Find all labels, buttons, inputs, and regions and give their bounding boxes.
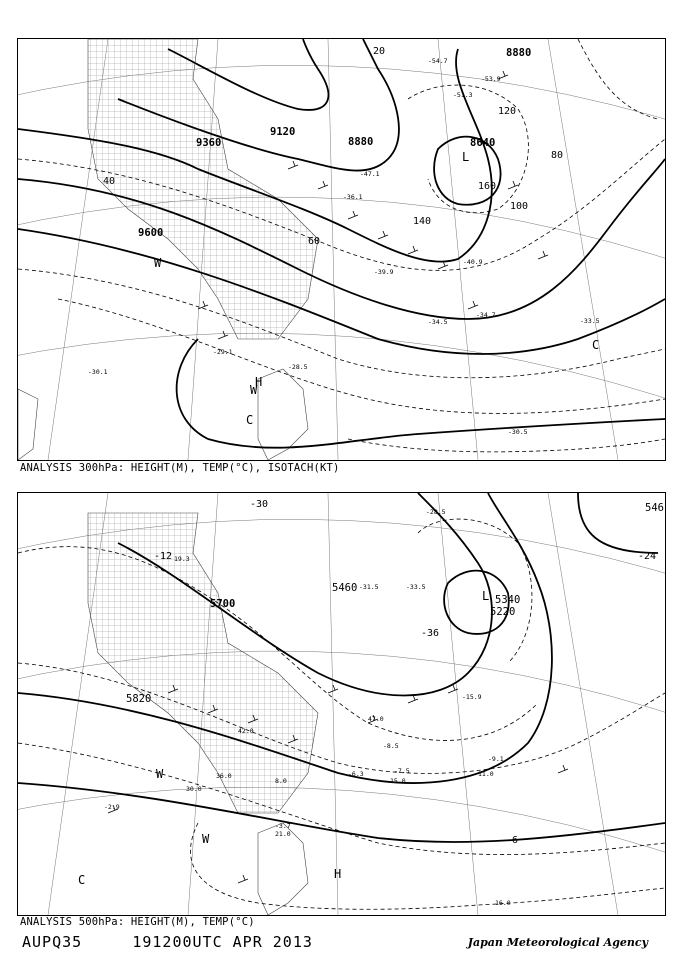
height-label: 8880 [348, 136, 374, 148]
height-label: 5820 [126, 693, 152, 705]
station-value: 16.0 [495, 899, 511, 907]
map-300hpa-canvas [18, 39, 665, 460]
landmass [88, 513, 318, 915]
low-center-label: L [462, 150, 470, 164]
warm-center-label: W [156, 767, 164, 781]
isotach-label: 160 [478, 181, 497, 192]
height-label: 5700 [210, 598, 236, 610]
height-label: 5340 [495, 594, 521, 606]
station-temp: -15.9 [462, 693, 482, 701]
station-temp: -33.5 [406, 583, 426, 591]
temp-label: -40.9 [463, 258, 483, 266]
high-center-label: H [255, 375, 263, 389]
isotach-label: 100 [510, 201, 529, 212]
map-panel-500hpa [17, 492, 666, 916]
station-temp: -3.7 [275, 822, 291, 830]
temp-label: -54.7 [428, 57, 448, 65]
isotherm-label: -12 [154, 551, 173, 562]
height-label: 8640 [470, 137, 496, 149]
isotach-label: 80 [551, 150, 564, 161]
warm-center-label: W [202, 832, 210, 846]
station-value: 15.0 [390, 777, 406, 785]
temp-label: -39.9 [374, 268, 394, 276]
isotach-label: 60 [308, 236, 321, 247]
station-temp: -28.5 [426, 508, 446, 516]
temp-label: -28.5 [288, 363, 308, 371]
station-value: 42.0 [238, 727, 254, 735]
station-temp: -6.3 [348, 770, 364, 778]
height-labels [210, 598, 235, 610]
temp-label: -47.1 [360, 170, 380, 178]
landmass [18, 39, 321, 460]
isotach-label: 120 [498, 106, 517, 117]
temp-label: -29.1 [213, 348, 233, 356]
temp-label: -34.5 [428, 318, 448, 326]
station-value: 11.0 [478, 770, 494, 778]
height-label: 9360 [196, 137, 222, 149]
valid-time: 191200UTC APR 2013 [132, 933, 313, 951]
station-temp: -7.5 [394, 767, 410, 775]
cold-center-label: C [592, 338, 600, 352]
temp-label: -34.7 [476, 311, 496, 319]
agency-name: Japan Meteorological Agency [467, 936, 648, 949]
warm-center-label: W [250, 383, 258, 397]
height-label: 9120 [270, 126, 296, 138]
station-value: 8.0 [275, 777, 287, 785]
height-label: 546 [645, 502, 664, 514]
station-value: 30.0 [186, 785, 202, 793]
chart-header [22, 933, 313, 951]
station-temp: -8.5 [383, 742, 399, 750]
chart-id: AUPQ35 [22, 933, 83, 951]
station-value: 36.0 [216, 772, 232, 780]
height-label: 9600 [138, 227, 164, 239]
station-temp: -9.1 [488, 755, 504, 763]
map-500hpa-canvas [18, 493, 665, 915]
isotherm-label: -24 [638, 551, 657, 562]
temp-label: -53.9 [481, 75, 501, 83]
temp-label: -30.1 [88, 368, 108, 376]
height-label: 5220 [490, 606, 516, 618]
temp-label: -33.5 [580, 317, 600, 325]
temp-label: -30.5 [508, 428, 528, 436]
temp-label: -51.3 [453, 91, 473, 99]
station-value: 21.0 [275, 830, 291, 838]
isotherm-label: -6 [506, 835, 519, 846]
isotach-label: 40 [103, 176, 116, 187]
isotach-label: 20 [373, 46, 386, 57]
station-temp: -31.5 [359, 583, 379, 591]
temp-label: -36.1 [343, 193, 363, 201]
height-label: 5460 [332, 582, 358, 594]
height-label: 8880 [506, 47, 532, 59]
station-value: 19.3 [174, 555, 190, 563]
high-center-label: H [334, 867, 342, 881]
isotach-label: 140 [413, 216, 432, 227]
low-center-label: L [482, 589, 490, 603]
caption-500hpa: ANALYSIS 500hPa: HEIGHT(M), TEMP(°C) [20, 916, 255, 928]
isotherm-label: -30 [250, 499, 269, 510]
caption-300hpa: ANALYSIS 300hPa: HEIGHT(M), TEMP(°C), ISOTACH(KT) [20, 462, 340, 474]
isotherm-label: -36 [421, 628, 440, 639]
map-panel-300hpa [17, 38, 666, 461]
station-temp: -2.9 [104, 803, 120, 811]
cold-center-label: C [78, 873, 86, 887]
warm-center-label: W [154, 256, 162, 270]
station-value: 47.0 [368, 715, 384, 723]
cold-center-label: C [246, 413, 254, 427]
